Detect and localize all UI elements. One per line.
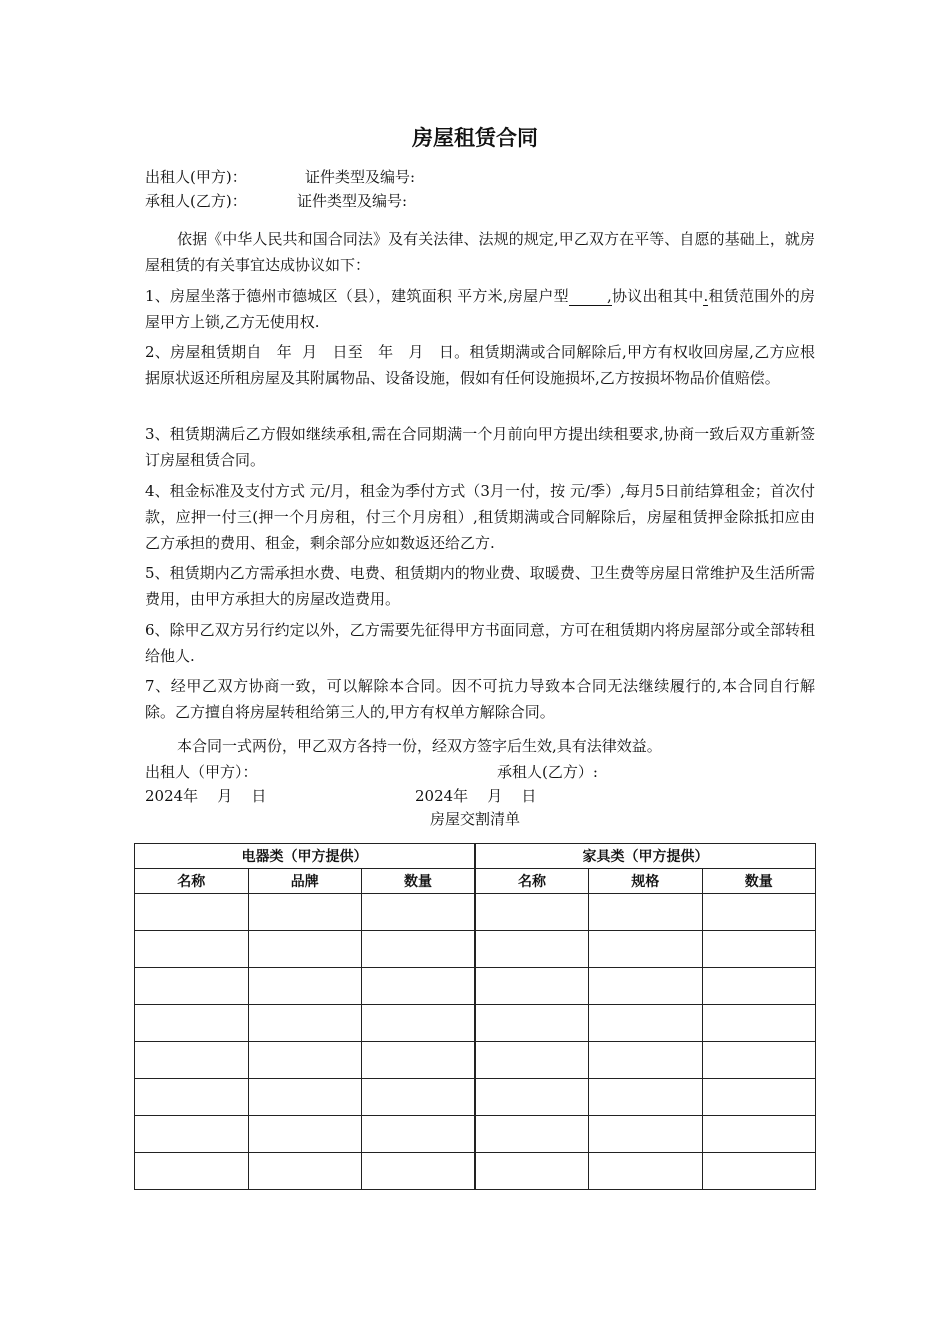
col-furniture-name: 名称 xyxy=(475,869,589,894)
intro-paragraph: 依据《中华人民共和国合同法》及有关法律、法规的规定,甲乙双方在平等、自愿的基础上，就房屋租赁的有关事宜达成协议如下： xyxy=(145,230,815,274)
table-cell xyxy=(248,1079,362,1116)
table-cell xyxy=(702,1042,816,1079)
lessee-signature-label: 承租人(乙方）: xyxy=(497,763,598,781)
table-cell xyxy=(248,968,362,1005)
table-cell xyxy=(589,931,703,968)
table-cell xyxy=(475,968,589,1005)
table-cell xyxy=(248,1153,362,1190)
table-cell xyxy=(362,968,476,1005)
table-cell xyxy=(362,931,476,968)
closing-paragraph: 本合同一式两份，甲乙双方各持一份，经双方签字后生效,具有法律效益。 xyxy=(177,737,662,755)
table-cell xyxy=(362,1116,476,1153)
furniture-header: 家具类（甲方提供） xyxy=(475,844,816,869)
lessee-id-label: 证件类型及编号: xyxy=(297,192,408,210)
handover-list-title: 房屋交割清单 xyxy=(429,810,520,828)
table-cell xyxy=(135,1116,249,1153)
table-cell xyxy=(135,1042,249,1079)
clause-3: 3、租赁期满后乙方假如继续承租,需在合同期满一个月前向甲方提出续租要求,协商一致后双方重新签订房屋租赁合同。 xyxy=(145,425,815,469)
clause-1 xyxy=(145,283,815,335)
table-cell xyxy=(135,1153,249,1190)
table-cell xyxy=(362,1005,476,1042)
rental-scope-blank: . xyxy=(703,287,709,305)
table-row xyxy=(135,968,816,1005)
table-cell xyxy=(135,968,249,1005)
clause-6: 6、除甲乙双方另行约定以外，乙方需要先征得甲方书面同意，方可在租赁期内将房屋部分或全部转租给他人. xyxy=(145,621,815,665)
col-appliance-brand: 品牌 xyxy=(248,869,362,894)
table-cell xyxy=(362,1153,476,1190)
table-cell xyxy=(589,1042,703,1079)
table-row xyxy=(135,1153,816,1190)
table-cell xyxy=(362,1079,476,1116)
table-row xyxy=(135,1005,816,1042)
table-cell xyxy=(702,1079,816,1116)
table-cell xyxy=(248,894,362,931)
table-cell xyxy=(248,931,362,968)
handover-table-body xyxy=(135,894,816,1190)
col-appliance-name: 名称 xyxy=(135,869,249,894)
table-cell xyxy=(475,1153,589,1190)
table-cell xyxy=(475,1079,589,1116)
table-cell xyxy=(475,894,589,931)
table-cell xyxy=(589,1153,703,1190)
lessor-signature-label: 出租人（甲方）： xyxy=(145,763,258,781)
table-cell xyxy=(475,1116,589,1153)
clause-7: 7、经甲乙双方协商一致，可以解除本合同。因不可抗力导致本合同无法继续履行的,本合同自行解除。乙方擅自将房屋转租给第三人的,甲方有权单方解除合同。 xyxy=(145,677,815,721)
lessor-label: 出租人(甲方)： xyxy=(145,168,247,186)
table-cell xyxy=(589,1079,703,1116)
table-row xyxy=(135,931,816,968)
table-cell xyxy=(362,894,476,931)
table-cell xyxy=(702,931,816,968)
table-cell xyxy=(135,894,249,931)
clause-2: 2、房屋租赁期自 年 月 日至 年 月 日。租赁期满或合同解除后,甲方有权收回房屋,乙方应根据原状返还所租房屋及其附属物品、设备设施，假如有任何设施损坏,乙方按损坏物品价值赔偿。 xyxy=(145,343,815,387)
lessee-label: 承租人(乙方)： xyxy=(145,192,247,210)
clause-4: 4、租金标准及支付方式 元/月，租金为季付方式（3月一付，按 元/季）,每月5日前结算租金；首次付款，应押一付三(押一个月房租，付三个月房租）,租赁期满或合同解除后，房屋租赁押金除抵扣应由乙方承担的费用、租金，剩余部分应如数返还给乙方. xyxy=(145,482,815,552)
table-cell xyxy=(248,1042,362,1079)
clause-1-after: 租赁范围外的房屋甲方上锁,乙方无使用权. xyxy=(145,287,815,331)
house-type-blank: , xyxy=(568,287,612,305)
lessee-date: 2024年 月 日 xyxy=(415,787,537,805)
table-row xyxy=(135,1042,816,1079)
table-cell xyxy=(702,1005,816,1042)
table-cell xyxy=(135,1005,249,1042)
appliances-header: 电器类（甲方提供） xyxy=(135,844,476,869)
table-cell xyxy=(248,1005,362,1042)
table-row xyxy=(135,1079,816,1116)
table-cell xyxy=(702,1116,816,1153)
table-cell xyxy=(362,1042,476,1079)
clause-1-text: 1、房屋坐落于德州市德城区（县），建筑面积 平方米,房屋户型 xyxy=(145,287,569,305)
document-title: 房屋租赁合同 xyxy=(412,126,538,150)
table-cell xyxy=(248,1116,362,1153)
table-cell xyxy=(135,1079,249,1116)
table-cell xyxy=(702,968,816,1005)
table-cell xyxy=(589,968,703,1005)
table-cell xyxy=(475,1005,589,1042)
table-cell xyxy=(135,931,249,968)
table-cell xyxy=(589,894,703,931)
table-cell xyxy=(702,894,816,931)
col-appliance-qty: 数量 xyxy=(362,869,476,894)
lessor-date: 2024年 月 日 xyxy=(145,787,267,805)
table-cell xyxy=(702,1153,816,1190)
handover-table xyxy=(134,843,816,1190)
table-row xyxy=(135,894,816,931)
table-cell xyxy=(475,931,589,968)
table-cell xyxy=(589,1005,703,1042)
clause-1-middle: 协议出租其中 xyxy=(611,287,704,305)
col-furniture-qty: 数量 xyxy=(702,869,816,894)
col-furniture-spec: 规格 xyxy=(589,869,703,894)
table-row xyxy=(135,1116,816,1153)
clause-5: 5、租赁期内乙方需承担水费、电费、租赁期内的物业费、取暖费、卫生费等房屋日常维护及生活所需费用，由甲方承担大的房屋改造费用。 xyxy=(145,564,815,608)
lessor-id-label: 证件类型及编号: xyxy=(305,168,416,186)
table-cell xyxy=(475,1042,589,1079)
table-cell xyxy=(589,1116,703,1153)
